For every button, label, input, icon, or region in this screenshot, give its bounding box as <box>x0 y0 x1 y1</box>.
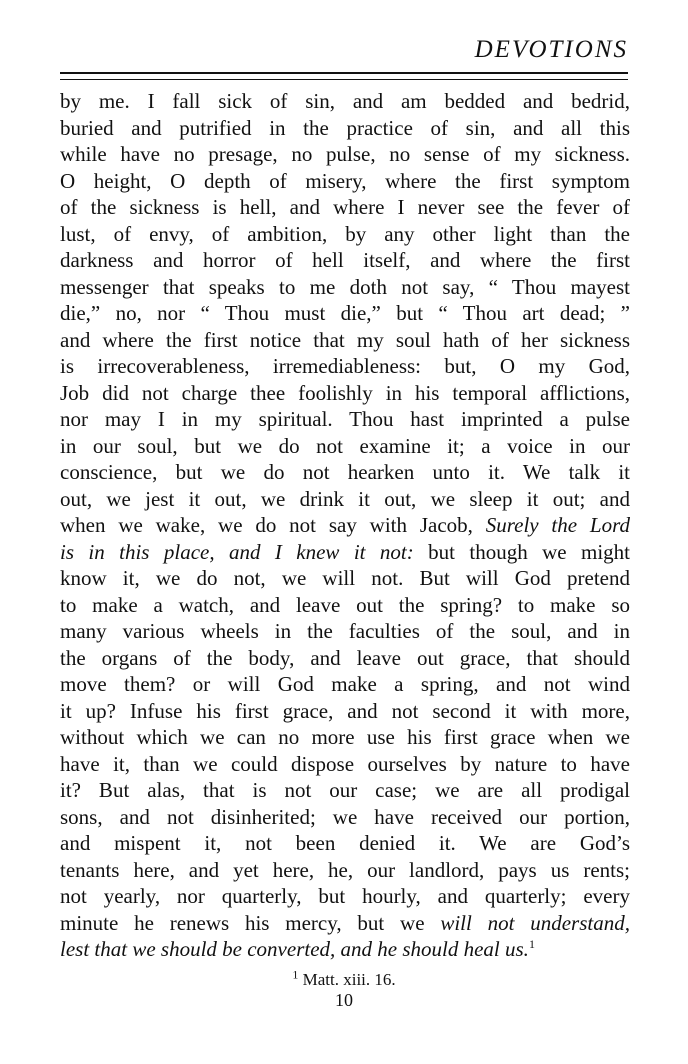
text-line <box>60 247 630 274</box>
text-segment: of the sickness is hell, and where I never see the fever of <box>60 195 630 219</box>
text-line <box>60 539 630 566</box>
text-line <box>60 592 630 619</box>
text-segment: when we wake, we do not say with Jacob, <box>60 513 486 537</box>
text-segment: without which we can no more use his first grace when we <box>60 725 630 749</box>
text-line <box>60 115 630 142</box>
text-line <box>60 141 630 168</box>
text-segment: many various wheels in the faculties of the soul, and in <box>60 619 630 643</box>
running-head: DEVOTIONS <box>474 36 628 63</box>
text-line <box>60 88 630 115</box>
text-segment: conscience, but we do not hearken unto it. We talk it <box>60 460 630 484</box>
body-text <box>60 88 630 963</box>
text-line <box>60 724 630 751</box>
text-line <box>60 910 630 937</box>
text-segment: lust, of envy, of ambition, by any other light than the <box>60 221 630 246</box>
text-line <box>60 698 630 725</box>
text-line <box>60 353 630 380</box>
text-segment: to make a watch, and leave out the spring? to make so <box>60 592 630 617</box>
italic-text: is in this place, and I knew it not: <box>60 539 414 564</box>
text-line <box>60 300 630 327</box>
footnote-reference: 1 <box>528 937 535 951</box>
text-segment: buried and putrified in the practice of sin, and all this <box>60 115 630 140</box>
text-line <box>60 380 630 407</box>
text-line <box>60 883 630 910</box>
text-segment: by me. I fall sick of sin, and am bedded and bedrid, <box>60 89 630 113</box>
text-segment: but though we might <box>413 539 630 564</box>
text-segment: in our soul, but we do not examine it; a voice in our <box>60 433 630 458</box>
text-segment: know it, we do not, we will not. But will God pretend <box>60 566 630 590</box>
text-line <box>60 804 630 831</box>
footnote <box>0 967 688 990</box>
text-segment: have it, than we could dispose ourselves by nature to have <box>60 751 630 776</box>
header-rule-thick <box>60 72 628 74</box>
text-segment: and where the first notice that my soul hath of her sickness <box>60 327 630 352</box>
text-line <box>60 671 630 698</box>
italic-text: lest that we should be converted, and he should heal us. <box>60 937 529 961</box>
text-segment: not yearly, nor quarterly, but hourly, and quarterly; every <box>60 884 630 908</box>
text-segment: move them? or will God make a spring, and not wind <box>60 672 630 696</box>
text-segment: minute he renews his mercy, but we <box>60 910 441 935</box>
footnote-marker: 1 <box>292 967 299 982</box>
text-line <box>60 274 630 301</box>
italic-text: will not understand, <box>440 910 630 935</box>
text-line <box>60 327 630 354</box>
text-segment: the organs of the body, and leave out grace, that should <box>60 645 630 670</box>
text-segment: it? But alas, that is not our case; we are all prodigal <box>60 778 630 802</box>
footnote-text: Matt. xiii. 16. <box>298 970 396 989</box>
text-segment: darkness and horror of hell itself, and where the first <box>60 248 630 272</box>
header-rule-thin <box>60 79 628 80</box>
text-segment: tenants here, and yet here, he, our landlord, pays us rents; <box>60 857 630 882</box>
text-segment: is irrecoverableness, irremediableness: but, O my God, <box>60 354 630 378</box>
text-line <box>60 618 630 645</box>
text-segment: and mispent it, not been denied it. We are God’s <box>60 831 630 855</box>
text-line <box>60 194 630 221</box>
text-segment: sons, and not disinherited; we have received our portion, <box>60 804 630 829</box>
text-segment: while have no presage, no pulse, no sense of my sickness. <box>60 142 630 166</box>
italic-text: Surely the Lord <box>485 513 630 537</box>
text-line <box>60 433 630 460</box>
text-line <box>60 168 630 195</box>
text-segment: nor may I in my spiritual. Thou hast imprinted a pulse <box>60 407 630 431</box>
text-line <box>60 751 630 778</box>
text-line <box>60 486 630 513</box>
text-segment: die,” no, nor “ Thou must die,” but “ Thou art dead; ” <box>60 301 630 325</box>
text-segment: messenger that speaks to me doth not say, “ Thou mayest <box>60 274 630 299</box>
text-line <box>60 459 630 486</box>
text-line <box>60 221 630 248</box>
text-line <box>60 830 630 857</box>
text-segment: Job did not charge thee foolishly in his temporal afflictions, <box>60 380 630 405</box>
text-line <box>60 512 630 539</box>
text-line <box>60 777 630 804</box>
text-segment: it up? Infuse his first grace, and not second it with more, <box>60 698 630 723</box>
text-line <box>60 645 630 672</box>
text-line <box>60 936 630 963</box>
text-line <box>60 406 630 433</box>
text-line <box>60 857 630 884</box>
text-segment: O height, O depth of misery, where the first symptom <box>60 168 630 193</box>
text-line <box>60 565 630 592</box>
text-segment: out, we jest it out, we drink it out, we sleep it out; and <box>60 486 630 511</box>
page-number: 10 <box>335 990 353 1010</box>
